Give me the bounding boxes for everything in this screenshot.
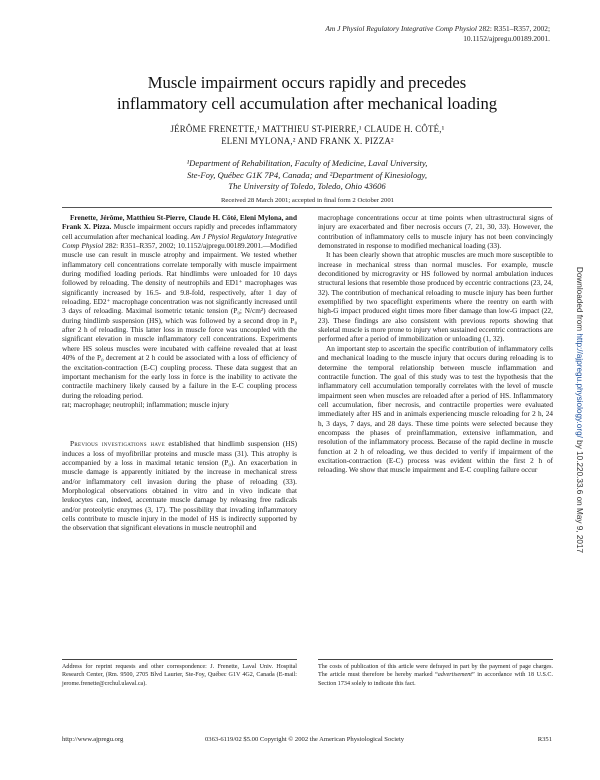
footer-url[interactable]: http://www.ajpregu.org	[62, 736, 124, 743]
author-list: JÉRÔME FRENETTE,¹ MATTHIEU ST-PIERRE,¹ CLAUDE H. CÔTÉ,¹ ELENI MYLONA,² AND FRANK X. PIZZA²	[170, 124, 445, 146]
right-column	[318, 214, 553, 476]
footer-copyright: 0363-6119/02 $5.00 Copyright © 2002 the American Physiological Society	[205, 736, 405, 743]
intro-paragraph: Previous investigations have established that hindlimb suspension (HS) induces a loss of myofibrillar proteins and muscle mass (31). This atrophy is accompanied by a loss in maximal tetanic tension (P₀). An exacerbation in muscle damage is apparently initiated by the increase in mechanical stress and/or inflammatory cell invasion during the phase of reloading (33). Morphological observations obtained in vitro and in vivo indicate that leukocytes can, indeed, accentuate muscle damage by releasing free radicals and/or proteolytic enzymes (3, 17). The possibility that invading inflammatory cells contribute to muscle injury in the model of HS is indirectly supported by the observation that significant elevations in muscle neutrophil and	[62, 440, 298, 533]
footnote-divider-right	[318, 659, 553, 660]
paragraph-hypothesis: An important step to ascertain the specific contribution of inflammatory cells and mechanical loading to the muscle injury that occurs during reloading is to determine the temporal relationship between muscle inflammation and contractile function. The goal of this study was to test the hypothesis that the inflammatory cell accumulation temporally correlates with the level of muscle impairment seen when muscles are reloaded after a period of HS. Inflammatory cell accumulation, fiber necrosis, and contractile properties were evaluated immediately after HS and in animals experiencing muscle reloading for 2 h, 24 h, 3 days, 7 days, and 28 days. These time points were selected because they encompass the phases of preinflammation, extensive inflammation, and resolution of the inflammatory process. Because of the rapid decline in muscle function at 2 h of reloading, we thus decided to verify if impairment of the excitation-contraction (E-C) process was evident within the first 2 h of reloading. We show that muscle impairment and E-C coupling failure occur	[318, 344, 553, 475]
journal-name: Am J Physiol Regulatory Integrative Comp Physiol	[325, 24, 477, 33]
journal-doi: 10.1152/ajpregu.00189.2001.	[463, 34, 550, 43]
received-dates: Received 28 March 2001; accepted in final form 2 October 2001	[220, 197, 395, 204]
affiliations: ¹Department of Rehabilitation, Faculty of Medicine, Laval University, Ste-Foy, Québec G1K 7P4, Canada; and ²Department of Kinesiology, The University of Toledo, Toledo, Ohio 43606	[186, 158, 428, 191]
paragraph-atrophy: It has been clearly shown that atrophic muscles are much more susceptible to increase in mechanical stress than normal muscles. For example, muscle deconditioned by microgravity or HS followed by normal ambulation induces structural lesions that resemble those produced by eccentric contractions (23, 24, 32). The contribution of mechanical reloading to muscle injury has been further exemplified by two spaceflight experiments where the reentry on earth with high-G impact produced eight times more fiber damage than low-G impact (22, 23). These findings are also consistent with previous reports showing that skeletal muscle is more prone to injury when sustained eccentric contractions are performed after a period of immobilization or unloading (1, 32).	[318, 251, 553, 344]
left-column	[62, 214, 297, 534]
footnote-divider-left	[62, 659, 297, 660]
keywords: rat; macrophage; neutrophil; inflammation; muscle injury	[62, 400, 229, 409]
abstract: Frenette, Jérôme, Matthieu St-Pierre, Claude H. Côté, Eleni Mylona, and Frank X. Pizza. Muscle impairment occurs rapidly and precedes inflammatory cell accumulation after mechanical loading. Am J Physiol Regulatory Integrative Comp Physiol 282: R351–R357, 2002; 10.1152/ajpregu.00189.2001.—Modified muscle use can result in muscle atrophy and impairment. We tested whether inflammatory cell concentrations correlate temporally with muscle impairment during modified loading periods. Rat hindlimbs were unloaded for 10 days followed by reloading. The density of neutrophils and ED1⁺ macrophages was significantly increased by 16.5- and 9.8-fold, respectively, after 1 day of reloading. ED2⁺ macrophage concentration was not significantly increased until 3 days of reloading. Maximal isometric tetanic tension (P₀; N/cm²) decreased during hindlimb suspension (HS), which was followed by a second drop in P₀ after 2 h of reloading. This latter loss in muscle force was uncoupled with the significant elevation in muscle inflammatory cell concentrations. Experiments where HS soleus muscles were incubated with caffeine revealed that at least 40% of the P₀ decrement at 2 h could be associated with a loss of efficiency of the excitation-contraction (E-C) coupling process. These data suggest that an important mechanism for the early loss in force is the inability to activate the contractile machinery likely caused by a failure in the E-C coupling process during the reloading period.	[62, 214, 297, 400]
journal-header	[220, 24, 550, 44]
header-divider	[62, 207, 552, 208]
intro-continuation: macrophage concentrations occur at time points when ultrastructural signs of injury are exacerbated and fiber necrosis occurs (7, 21, 30, 33). However, the contribution of inflammatory cells to muscle injury has not been convincingly demonstrated in response to modified mechanical loading (33).	[318, 214, 553, 251]
correspondence-footnote: Address for reprint requests and other correspondence: J. Frenette, Laval Univ. Hospital Research Center, (Rm. 9500, 2705 Blvd Laurier, Ste-Foy, Québec G1V 4G2, Canada (E-mail: jerome.frenette@crchul.ulaval.ca).	[62, 664, 297, 687]
article-title: Muscle impairment occurs rapidly and precedes inflammatory cell accumulation after mechanical loading	[116, 73, 498, 113]
journal-volume: 282: R351–R357, 2002;	[476, 24, 550, 33]
download-link[interactable]: http://ajpregu.physiology.org/	[575, 333, 584, 438]
publication-cost-footnote: The costs of publication of this article were defrayed in part by the payment of page charges. The article must therefore be hereby marked “advertisement” in accordance with 18 U.S.C. Section 1734 solely to indicate this fact.	[318, 664, 553, 687]
page-number: R351	[537, 736, 552, 743]
download-watermark: Downloaded from http://ajpregu.physiology.org/ by 10.220.33.6 on May 9, 2017	[575, 266, 584, 554]
